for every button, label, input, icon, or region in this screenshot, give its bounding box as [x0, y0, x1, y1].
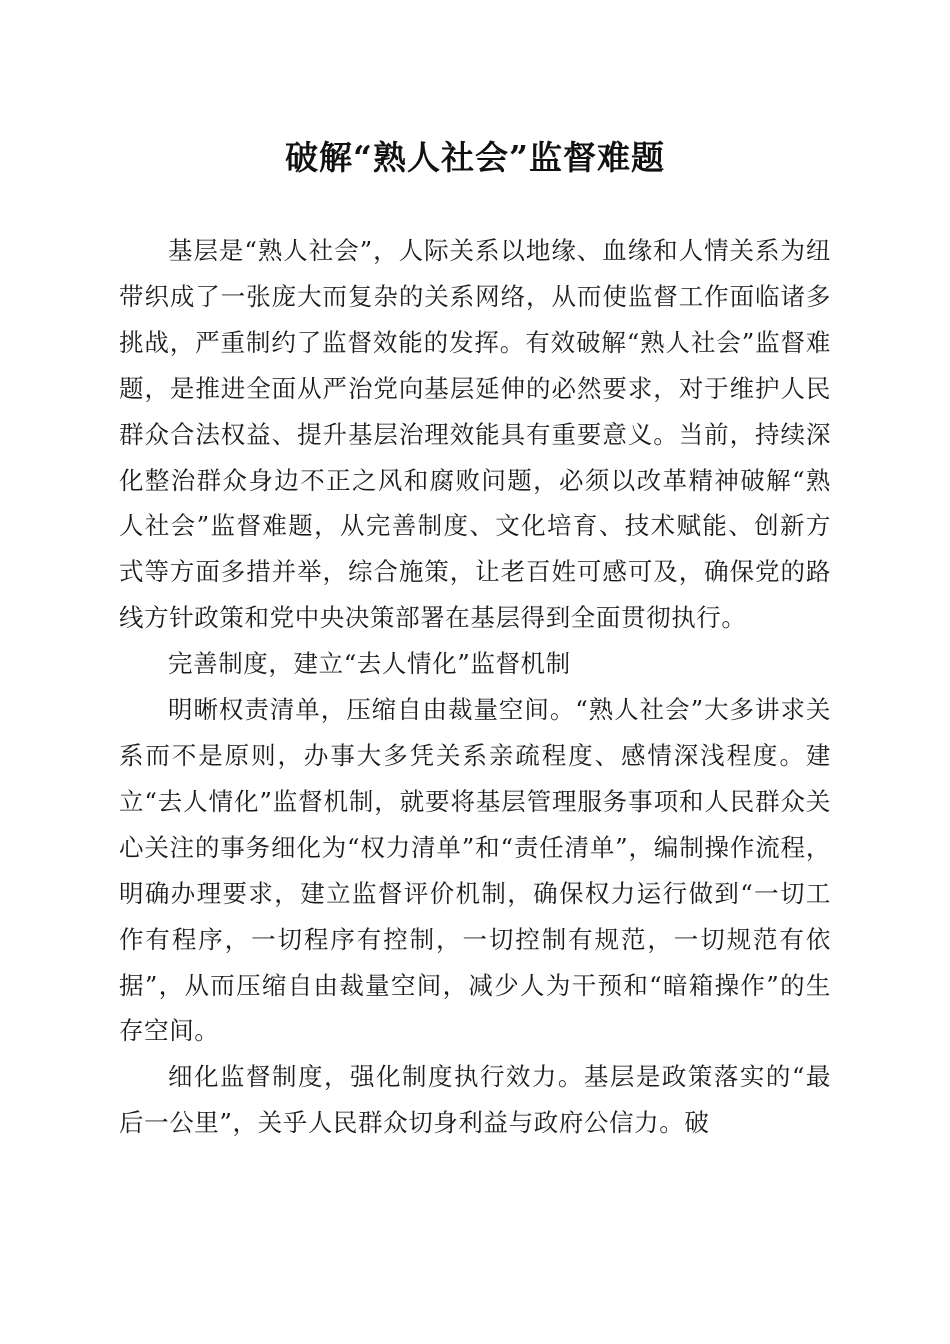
- section-heading: 完善制度，建立“去人情化”监督机制: [168, 649, 571, 679]
- paragraph-responsibility-list: 明晰权责清单，压缩自由裁量空间。“熟人社会”大多讲求关系而不是原则，办事大多凭关系亲疏程度、感情深浅程度。建立“去人情化”监督机制，就要将基层管理服务事项和人民群众关心关注的事务细化为“权力清单”和“责任清单”，编制操作流程，明确办理要求，建立监督评价机制，确保权力运行做到“一切工作有程序，一切程序有控制，一切控制有规范，一切规范有依据”，从而压缩自由裁量空间，减少人为干预和“暗箱操作”的生存空间。: [119, 695, 831, 1046]
- paragraph-supervision-system: 细化监督制度，强化制度执行效力。基层是政策落实的“最后一公里”，关乎人民群众切身利益与政府公信力。破: [119, 1062, 831, 1138]
- paragraph-intro: 基层是“熟人社会”，人际关系以地缘、血缘和人情关系为纽带织成了一张庞大而复杂的关系网络，从而使监督工作面临诸多挑战，严重制约了监督效能的发挥。有效破解“熟人社会”监督难题，是推进全面从严治党向基层延伸的必然要求，对于维护人民群众合法权益、提升基层治理效能具有重要意义。当前，持续深化整治群众身边不正之风和腐败问题，必须以改革精神破解“熟人社会”监督难题，从完善制度、文化培育、技术赋能、创新方式等方面多措并举，综合施策，让老百姓可感可及，确保党的路线方针政策和党中央决策部署在基层得到全面贯彻执行。: [119, 236, 831, 633]
- document-body: [119, 228, 831, 1146]
- document-title: 破解“熟人社会”监督难题: [285, 138, 665, 177]
